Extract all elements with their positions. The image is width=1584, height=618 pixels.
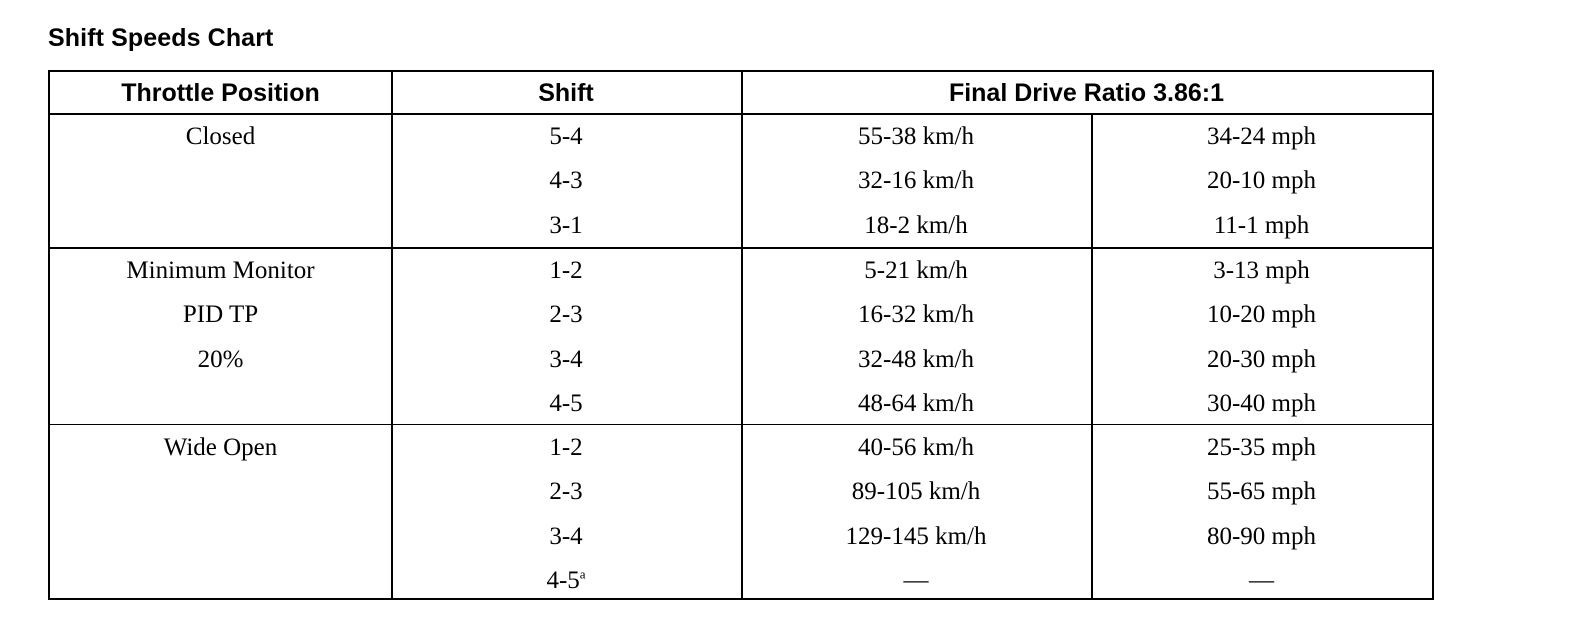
header-shift: Shift — [538, 79, 594, 107]
speed-mph-cell-text: 80-90 mph — [1206, 522, 1317, 550]
shift-cell-text: 4-3 — [549, 167, 583, 195]
speed-kmh-cell-text: 32-48 km/h — [858, 345, 974, 373]
shift-cell — [391, 382, 741, 426]
speed-kmh-cell — [741, 204, 1091, 248]
speed-mph-cell-text: 10-20 mph — [1206, 301, 1317, 329]
speed-mph-cell — [1091, 204, 1432, 248]
throttle-position-cell-text: Minimum Monitor — [126, 257, 315, 284]
shift-cell — [391, 426, 741, 470]
speed-mph-cell — [1091, 515, 1432, 559]
speed-kmh-cell — [741, 159, 1091, 203]
shift-cell-text: 3-4 — [549, 522, 583, 550]
speed-mph-cell-text: 25-35 mph — [1206, 434, 1317, 461]
speed-mph-cell — [1091, 159, 1432, 203]
speed-kmh-cell-text: 55-38 km/h — [858, 123, 974, 150]
shift-cell — [391, 293, 741, 337]
throttle-position-cell — [50, 426, 391, 470]
page-title: Shift Speeds Chart — [48, 24, 274, 52]
speed-mph-cell-text: 30-40 mph — [1206, 389, 1317, 417]
shift-speeds-table — [48, 70, 1434, 600]
speed-mph-cell — [1091, 382, 1432, 426]
speed-kmh-cell — [741, 338, 1091, 382]
speed-mph-cell — [1091, 115, 1432, 159]
speed-kmh-cell — [741, 559, 1091, 603]
shift-cell-text: 1-2 — [549, 434, 583, 461]
speed-mph-cell — [1091, 293, 1432, 337]
speed-mph-cell — [1091, 249, 1432, 293]
shift-cell-text: 4-5 — [549, 389, 583, 417]
speed-kmh-cell — [741, 249, 1091, 293]
shift-cell-text: 4-5 — [546, 566, 580, 594]
speed-kmh-cell — [741, 470, 1091, 514]
speed-mph-cell — [1091, 559, 1432, 603]
speed-mph-cell-text: 20-30 mph — [1206, 345, 1317, 373]
shift-cell — [391, 249, 741, 293]
shift-cell-text: 1-2 — [549, 257, 583, 284]
throttle-position-cell-text: PID TP — [182, 301, 259, 329]
footnote-marker: a — [579, 566, 586, 582]
speed-mph-cell-text: 55-65 mph — [1206, 478, 1317, 506]
shift-cell — [391, 159, 741, 203]
throttle-position-cell-text: Closed — [185, 123, 256, 150]
throttle-position-cell — [50, 249, 391, 293]
speed-kmh-cell-text: — — [903, 566, 929, 594]
shift-cell-text: 3-4 — [549, 345, 583, 373]
speed-mph-cell-text: — — [1249, 566, 1274, 594]
speed-kmh-cell — [741, 293, 1091, 337]
speed-kmh-cell — [741, 426, 1091, 470]
shift-cell — [391, 515, 741, 559]
speed-kmh-cell-text: 48-64 km/h — [858, 389, 974, 417]
speed-kmh-cell-text: 129-145 km/h — [845, 522, 987, 550]
throttle-position-cell-text: 20% — [197, 345, 244, 373]
shift-cell — [391, 204, 741, 248]
speed-kmh-cell — [741, 515, 1091, 559]
header-throttle-position: Throttle Position — [121, 79, 320, 107]
speed-kmh-cell-text: 32-16 km/h — [858, 167, 974, 195]
throttle-position-cell — [50, 115, 391, 159]
throttle-position-cell-text: Wide Open — [163, 434, 278, 461]
speed-mph-cell-text: 34-24 mph — [1206, 123, 1317, 150]
header-final-drive-ratio: Final Drive Ratio 3.86:1 — [948, 79, 1225, 107]
shift-cell — [391, 470, 741, 514]
speed-kmh-cell — [741, 115, 1091, 159]
shift-cell — [391, 338, 741, 382]
throttle-position-cell — [50, 293, 391, 337]
shift-cell — [391, 115, 741, 159]
shift-cell-text: 2-3 — [549, 478, 583, 506]
shift-cell-text: 5-4 — [549, 123, 583, 150]
speed-kmh-cell-text: 18-2 km/h — [864, 211, 968, 239]
shift-cell-text: 2-3 — [549, 301, 583, 329]
speed-kmh-cell-text: 16-32 km/h — [858, 301, 974, 329]
shift-cell — [391, 559, 741, 603]
speed-kmh-cell-text: 5-21 km/h — [864, 257, 968, 284]
speed-kmh-cell — [741, 382, 1091, 426]
throttle-position-cell — [50, 338, 391, 382]
shift-cell-text: 3-1 — [549, 211, 583, 239]
speed-mph-cell — [1091, 338, 1432, 382]
speed-mph-cell-text: 20-10 mph — [1206, 167, 1317, 195]
speed-mph-cell — [1091, 470, 1432, 514]
speed-kmh-cell-text: 40-56 km/h — [858, 434, 974, 461]
speed-mph-cell-text: 3-13 mph — [1213, 257, 1310, 284]
speed-mph-cell — [1091, 426, 1432, 470]
speed-mph-cell-text: 11-1 mph — [1213, 211, 1310, 239]
speed-kmh-cell-text: 89-105 km/h — [851, 478, 981, 506]
